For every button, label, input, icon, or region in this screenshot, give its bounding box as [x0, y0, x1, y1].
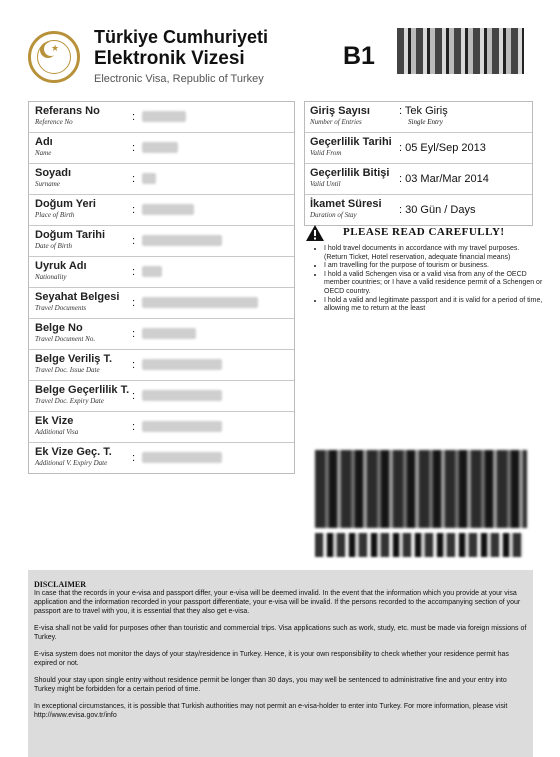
field-sublabel: Place of Birth — [35, 211, 75, 219]
field-label: Doğum Yeri — [35, 198, 96, 210]
disclaimer-paragraph: Should your stay upon single entry without residence permit be longer than 30 days, you may well be sentenced to administrative fine and your entry into Turkey might be forbidden for a certain period of time. — [34, 677, 507, 693]
field-sublabel: Duration of Stay — [310, 211, 357, 219]
warning-item: • I hold a valid and legitimate passport and it is valid for a period of time, allowing me to return at the least — [324, 297, 544, 314]
field-label: Belge Geçerlilik T. — [35, 384, 130, 396]
field-row — [29, 226, 294, 257]
separator: : — [132, 390, 136, 402]
field-row-duration — [305, 195, 532, 225]
valid-until-value: : 03 Mar/Mar 2014 — [399, 173, 489, 185]
turkish-republic-seal-icon: ★ — [28, 31, 80, 83]
field-label: Geçerlilik Tarihi — [310, 136, 392, 148]
field-sublabel: Travel Document No. — [35, 335, 96, 343]
disclaimer-paragraph: E-visa shall not be valid for purposes other than touristic and commercial trips. Visa applications such as work, study, etc. must be made via foreign missions of Turkey. — [34, 625, 527, 641]
disclaimer-box — [28, 570, 533, 757]
field-row-entries — [305, 102, 532, 133]
redacted-value — [142, 359, 222, 370]
field-row — [29, 350, 294, 381]
warning-item: • I hold a valid Schengen visa or a valid visa from any of the OECD member countries; or I have a valid residence permit of a Schengen or OECD country. — [324, 271, 544, 297]
separator: : — [132, 204, 136, 216]
title-line-1: Türkiye Cumhuriyeti — [94, 27, 269, 47]
field-label: Referans No — [35, 105, 100, 117]
redacted-photo — [315, 450, 527, 528]
separator: : — [132, 111, 136, 123]
visa-details-table — [304, 101, 533, 226]
redacted-value — [142, 235, 222, 246]
separator: : — [132, 328, 136, 340]
field-row — [29, 257, 294, 288]
field-row — [29, 133, 294, 164]
field-sublabel: Valid Until — [310, 180, 341, 188]
barcode-icon — [397, 28, 524, 74]
field-label: Ek Vize — [35, 415, 74, 427]
separator: : — [132, 266, 136, 278]
field-sublabel: Travel Documents — [35, 304, 87, 312]
field-row-valid-from — [305, 133, 532, 164]
field-row-valid-until — [305, 164, 532, 195]
separator: : — [132, 297, 136, 309]
duration-value: : 30 Gün / Days — [399, 204, 476, 216]
field-sublabel: Nationality — [35, 273, 67, 281]
warning-item: • I hold travel documents in accordance with my travel purposes. (Return Ticket, Hotel reservation, adequate financial means) — [324, 245, 544, 262]
disclaimer-title: DISCLAIMER — [34, 580, 87, 589]
field-row — [29, 102, 294, 133]
warning-title: PLEASE READ CAREFULLY! — [343, 226, 505, 238]
field-sublabel: Date of Birth — [35, 242, 72, 250]
applicant-info-table — [28, 101, 295, 474]
redacted-value — [142, 142, 178, 153]
warning-item: • I am travelling for the purpose of tourism or business. — [324, 262, 544, 271]
field-row — [29, 164, 294, 195]
field-row — [29, 288, 294, 319]
separator: : — [132, 359, 136, 371]
field-sublabel: Surname — [35, 180, 60, 188]
field-label: Ek Vize Geç. T. — [35, 446, 112, 458]
field-label: Adı — [35, 136, 53, 148]
separator: : — [132, 173, 136, 185]
valid-from-value: : 05 Eyl/Sep 2013 — [399, 142, 486, 154]
warning-triangle-icon — [305, 224, 325, 242]
field-label: Doğum Tarihi — [35, 229, 106, 241]
field-sublabel: Travel Doc. Expiry Date — [35, 397, 104, 405]
separator: : — [132, 452, 136, 464]
field-label: İkamet Süresi — [310, 198, 382, 210]
separator: : — [132, 142, 136, 154]
field-sublabel: Travel Doc. Issue Date — [35, 366, 100, 374]
field-row — [29, 319, 294, 350]
warning-list — [311, 245, 544, 314]
field-sublabel: Number of Entries — [310, 118, 362, 126]
redacted-signature — [315, 533, 523, 557]
field-sublabel: Name — [35, 149, 52, 157]
disclaimer-paragraph: In case that the records in your e-visa and passport differ, your e-visa will be deemed invalid. In the event that the information which you provide at your visa application and the information recorded in your passport differentiate, your e-visa will be invalid. If the persons recorded to the accompanying section of your passport are to travel with you, it is essential that they also get e-visa. — [34, 590, 521, 615]
redacted-value — [142, 328, 196, 339]
redacted-value — [142, 173, 156, 184]
field-sublabel: Additional V. Expiry Date — [35, 459, 108, 467]
redacted-value — [142, 390, 222, 401]
disclaimer-paragraph: E-visa system does not monitor the days of your stay/residence in Turkey. Hence, it is your own responsibility to check whether your residence permit has expired or not. — [34, 651, 509, 667]
separator: : — [132, 421, 136, 433]
field-label: Uyruk Adı — [35, 260, 87, 272]
field-sublabel: Additional Visa — [35, 428, 79, 436]
field-sublabel: Valid From — [310, 149, 342, 157]
visa-type: B1 — [343, 42, 375, 70]
separator: : — [132, 235, 136, 247]
redacted-value — [142, 421, 222, 432]
field-row — [29, 443, 294, 473]
field-label: Belge Veriliş T. — [35, 353, 113, 365]
field-label: Belge No — [35, 322, 83, 334]
redacted-value — [142, 111, 186, 122]
field-label: Soyadı — [35, 167, 72, 179]
field-row — [29, 412, 294, 443]
redacted-value — [142, 452, 222, 463]
redacted-value — [142, 297, 258, 308]
entries-value-sub: Single Entry — [408, 118, 443, 126]
field-label: Geçerlilik Bitişi — [310, 167, 390, 179]
disclaimer-paragraph: In exceptional circumstances, it is possible that Turkish authorities may not permit an e-visa-holder to enter into Turkey. For more information, please visit http://www.evisa.gov.tr/info — [34, 703, 508, 719]
redacted-value — [142, 204, 194, 215]
entries-value: : Tek Giriş — [399, 105, 448, 117]
title-line-2: Elektronik Vizesi — [94, 48, 245, 69]
field-sublabel: Reference No — [35, 118, 73, 126]
field-row — [29, 195, 294, 226]
field-label: Seyahat Belgesi — [35, 291, 120, 303]
redacted-value — [142, 266, 162, 277]
field-label: Giriş Sayısı — [310, 105, 370, 117]
subtitle: Electronic Visa, Republic of Turkey — [94, 73, 264, 85]
field-row — [29, 381, 294, 412]
